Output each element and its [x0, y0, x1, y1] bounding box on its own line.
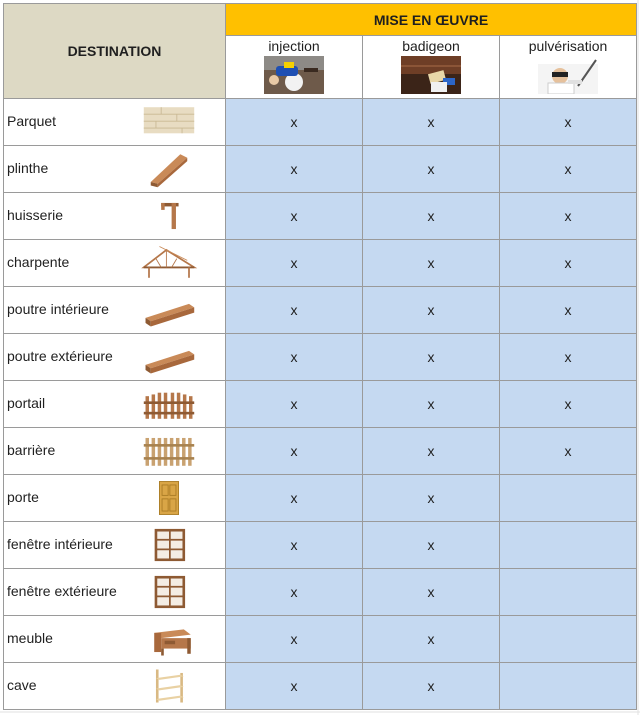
- mark-cell-pulvérisation: [500, 475, 637, 522]
- destination-label: fenêtre intérieure: [7, 536, 113, 552]
- roof-truss-icon: [134, 243, 204, 283]
- destination-cell: [4, 475, 226, 522]
- destination-cell: [4, 381, 226, 428]
- parquet-planks-icon: [134, 102, 204, 142]
- mark-cell-injection: x: [226, 381, 363, 428]
- destination-label: poutre intérieure: [7, 301, 109, 317]
- mark-cell-pulvérisation: x: [500, 99, 637, 146]
- mark-cell-injection: x: [226, 99, 363, 146]
- treatment-matrix-table: [3, 3, 637, 710]
- destination-label: portail: [7, 395, 46, 411]
- destination-label: huisserie: [7, 207, 64, 223]
- destination-label: fenêtre extérieure: [7, 583, 117, 599]
- brush-painting-photo-icon: [401, 56, 461, 94]
- mark-cell-injection: x: [226, 287, 363, 334]
- shelving-icon: [134, 666, 204, 706]
- window-icon: [134, 525, 204, 565]
- table-row: [4, 475, 637, 522]
- mark-cell-pulvérisation: x: [500, 193, 637, 240]
- mark-cell-pulvérisation: x: [500, 287, 637, 334]
- desk-icon: [134, 619, 204, 659]
- destination-label: cave: [7, 677, 37, 693]
- destination-cell: [4, 287, 226, 334]
- mark-cell-pulvérisation: x: [500, 381, 637, 428]
- window-icon: [134, 572, 204, 612]
- destination-label: barrière: [7, 442, 56, 458]
- mark-cell-pulvérisation: x: [500, 428, 637, 475]
- mark-cell-injection: x: [226, 240, 363, 287]
- destination-cell: [4, 193, 226, 240]
- mark-cell-badigeon: x: [363, 522, 500, 569]
- table-row: [4, 240, 637, 287]
- mark-cell-badigeon: x: [363, 663, 500, 710]
- mark-cell-badigeon: x: [363, 193, 500, 240]
- mark-cell-injection: x: [226, 616, 363, 663]
- method-label: pulvérisation: [528, 38, 608, 54]
- mark-cell-pulvérisation: [500, 522, 637, 569]
- mark-cell-badigeon: x: [363, 99, 500, 146]
- mark-cell-injection: x: [226, 146, 363, 193]
- door-frame-icon: [134, 196, 204, 236]
- spray-ceiling-photo-icon: [538, 56, 598, 94]
- table-row: [4, 334, 637, 381]
- destination-label: plinthe: [7, 160, 49, 176]
- destination-cell: [4, 146, 226, 193]
- mark-cell-injection: x: [226, 569, 363, 616]
- table-row: [4, 99, 637, 146]
- mark-cell-injection: x: [226, 475, 363, 522]
- mark-cell-badigeon: x: [363, 240, 500, 287]
- mark-cell-pulvérisation: [500, 569, 637, 616]
- table-row: [4, 146, 637, 193]
- table-row: [4, 381, 637, 428]
- destination-cell: [4, 334, 226, 381]
- destination-cell: [4, 240, 226, 287]
- table-row: [4, 569, 637, 616]
- destination-cell: [4, 99, 226, 146]
- mark-cell-injection: x: [226, 522, 363, 569]
- mark-cell-pulvérisation: [500, 616, 637, 663]
- mark-cell-badigeon: x: [363, 146, 500, 193]
- door-icon: [134, 478, 204, 518]
- mark-cell-badigeon: x: [363, 381, 500, 428]
- method-header-pulverisation: [500, 36, 637, 99]
- mark-cell-badigeon: x: [363, 287, 500, 334]
- destination-header: DESTINATION: [4, 4, 226, 99]
- mark-cell-injection: x: [226, 193, 363, 240]
- mark-cell-badigeon: x: [363, 475, 500, 522]
- destination-cell: [4, 616, 226, 663]
- destination-cell: [4, 663, 226, 710]
- mark-cell-badigeon: x: [363, 616, 500, 663]
- method-header-badigeon: [363, 36, 500, 99]
- mark-cell-injection: x: [226, 663, 363, 710]
- table-row: [4, 616, 637, 663]
- destination-label: poutre extérieure: [7, 348, 113, 364]
- mark-cell-badigeon: x: [363, 569, 500, 616]
- beam-icon: [134, 337, 204, 377]
- mark-cell-injection: x: [226, 428, 363, 475]
- plinthe-board-icon: [134, 149, 204, 189]
- table-row: [4, 663, 637, 710]
- mark-cell-badigeon: x: [363, 428, 500, 475]
- picket-fence-icon: [134, 431, 204, 471]
- destination-label: charpente: [7, 254, 70, 270]
- destination-label: Parquet: [7, 113, 57, 129]
- destination-label: meuble: [7, 630, 53, 646]
- mise-en-oeuvre-header: MISE EN ŒUVRE: [226, 4, 637, 36]
- table-row: [4, 193, 637, 240]
- mark-cell-pulvérisation: x: [500, 146, 637, 193]
- method-label: injection: [268, 38, 320, 54]
- table-row: [4, 287, 637, 334]
- mark-cell-pulvérisation: [500, 663, 637, 710]
- destination-cell: [4, 569, 226, 616]
- destination-label: porte: [7, 489, 39, 505]
- injection-sprayer-photo-icon: [264, 56, 324, 94]
- table-row: [4, 428, 637, 475]
- table-row: [4, 522, 637, 569]
- method-label: badigeon: [402, 38, 460, 54]
- mark-cell-badigeon: x: [363, 334, 500, 381]
- destination-cell: [4, 522, 226, 569]
- mark-cell-pulvérisation: x: [500, 240, 637, 287]
- method-header-injection: [226, 36, 363, 99]
- gate-icon: [134, 384, 204, 424]
- beam-icon: [134, 290, 204, 330]
- destination-cell: [4, 428, 226, 475]
- mark-cell-injection: x: [226, 334, 363, 381]
- mark-cell-pulvérisation: x: [500, 334, 637, 381]
